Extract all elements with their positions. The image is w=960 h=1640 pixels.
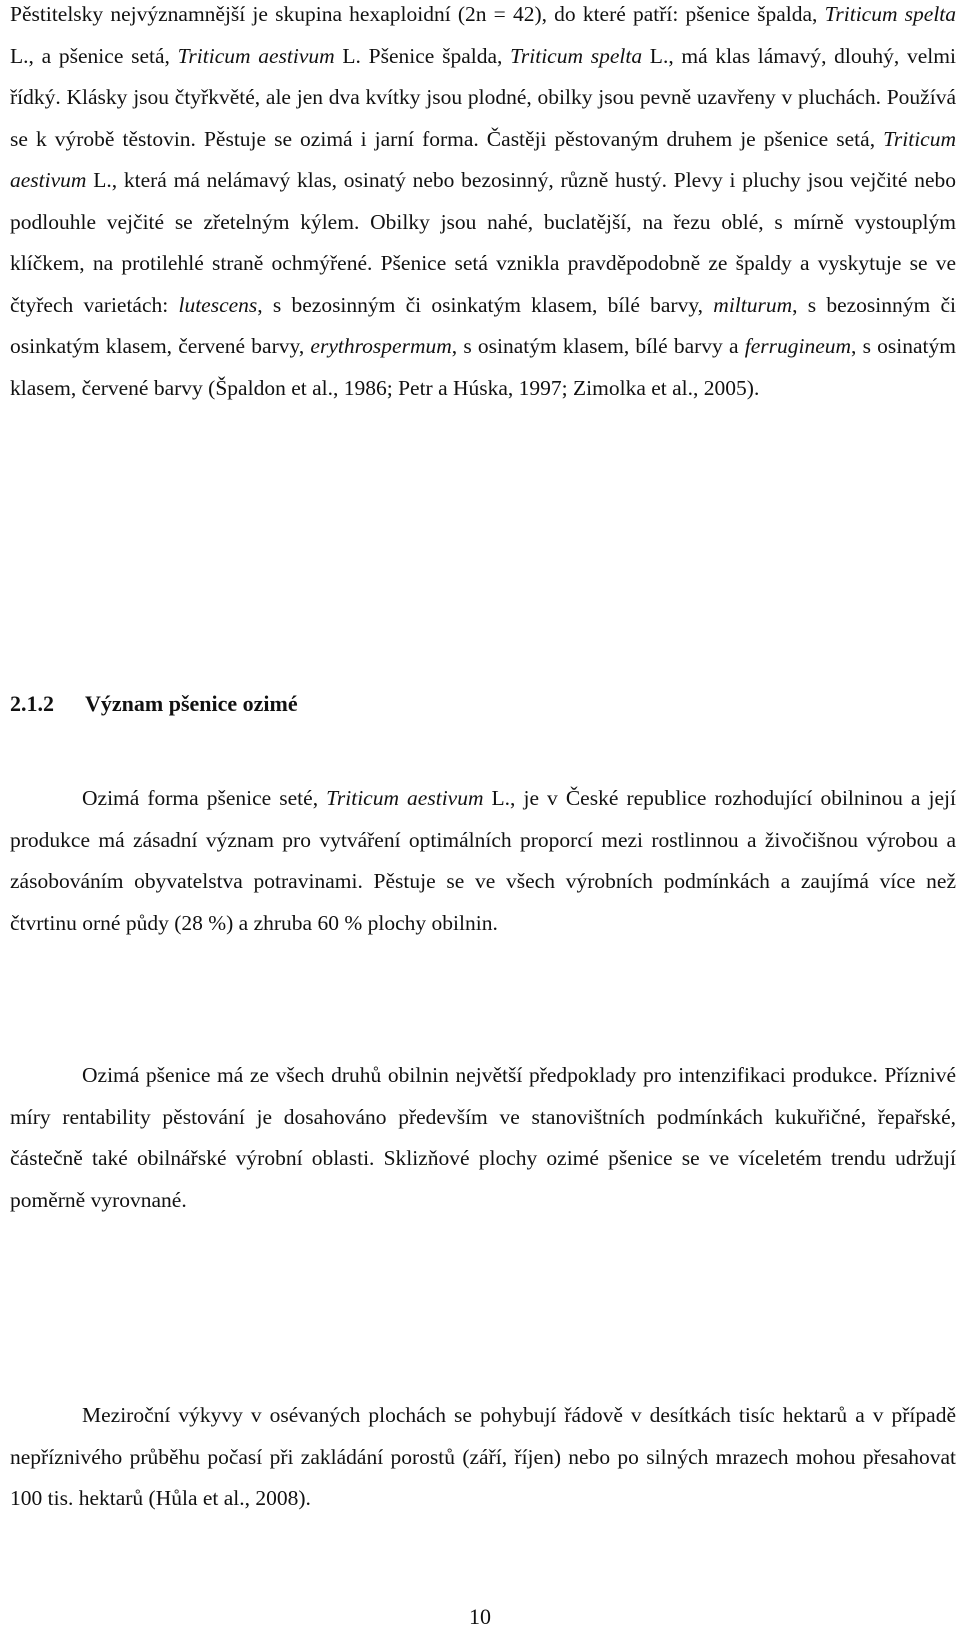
variety-name: ferrugineum — [744, 334, 852, 358]
variety-name: erythrospermum — [310, 334, 452, 358]
text-segment: , s osinatým klasem, bílé barvy a — [451, 334, 745, 358]
text-segment: L., má klas lámavý, dlouhý, velmi řídký. Klásky jsou čtyřkvěté, ale jen dva kvítky jsou plodné, obilky jsou pevně uzavřeny v pluchách. Používá se k výrobě těstovin. Pěstuje se ozimá i jarní forma. Častěji pěstovaným druhem je pšenice setá, — [10, 43, 956, 151]
section-title: Význam pšenice ozimé — [85, 691, 298, 716]
text-segment: L., je v České republice rozhodující obilninou a její produkce má zásadní význam pro vytváření optimálních proporcí mezi rostlinnou a živočišnou výrobou a zásobováním obyvatelstva potravinami. Pěstuje se ve všech výrobních podmínkách a zaujímá více než čtvrtinu orné půdy (28 %) a zhruba 60 % plochy obilnin. — [10, 786, 956, 935]
paragraph-intensification — [10, 1055, 956, 1221]
latin-name: Triticum spelta — [510, 43, 643, 68]
page-number: 10 — [469, 1604, 491, 1629]
text-segment: Ozimá pšenice má ze všech druhů obilnin největší předpoklady pro intenzifikaci produkce. Příznivé míry rentability pěstování je dosahováno především ve stanovištních podmínkách kukuřičné, řepařské, částečně také obilnářské výrobní oblasti. Sklizňové plochy ozimé pšenice se ve víceletém trendu udržují poměrně vyrovnané. — [10, 1063, 956, 1212]
text-segment: L., a pšenice setá, — [10, 43, 178, 68]
text-segment: L., která má nelámavý klas, osinatý nebo bezosinný, různě hustý. Plevy i pluchy jsou vejčité nebo podlouhle vejčité se zřetelným kýlem. Obilky jsou nahé, buclatější, na řezu oblé, s mírně vystouplým klíčkem, na protilehlé straně ochmýřené. Pšenice setá vznikla pravděpodobně ze špaldy a vyskytuje se ve čtyřech varietách: — [10, 168, 956, 317]
latin-name: Triticum spelta — [824, 2, 957, 26]
text-segment: Meziroční výkyvy v osévaných plochách se pohybují řádově v desítkách tisíc hektarů a v případě nepříznivého průběhu počasí při zakládání porostů (září, říjen) nebo po silných mrazech mohou přesahovat 100 tis. hektarů (Hůla et al., 2008). — [10, 1403, 956, 1510]
latin-name: Triticum aestivum — [10, 126, 956, 192]
text-segment: L. Pšenice špalda, — [334, 43, 511, 68]
latin-name: Triticum aestivum — [177, 43, 335, 68]
text-segment: , s bezosinným či osinkatým klasem, bílé barvy, — [257, 292, 714, 317]
latin-name: Triticum aestivum — [326, 786, 484, 810]
text-segment: , s osinatým klasem, červené barvy (Špaldon et al., 1986; Petr a Húska, 1997; Zimolka et al., 2005). — [10, 334, 956, 400]
text-segment: , s bezosinným či osinkatým klasem, červené barvy, — [10, 292, 956, 358]
section-number: 2.1.2 — [10, 691, 54, 716]
paragraph-wheat-species — [10, 0, 956, 409]
section-heading — [10, 686, 298, 722]
paragraph-yearly-fluctuations — [10, 1395, 956, 1520]
text-segment: Ozimá forma pšenice seté, — [82, 786, 327, 810]
variety-name: lutescens — [178, 292, 258, 317]
paragraph-winter-wheat-importance — [10, 778, 956, 944]
text-segment: Pěstitelsky nejvýznamnější je skupina hexaploidní (2n = 42), do které patří: pšenice špalda, — [10, 2, 825, 26]
variety-name: milturum — [713, 292, 793, 317]
